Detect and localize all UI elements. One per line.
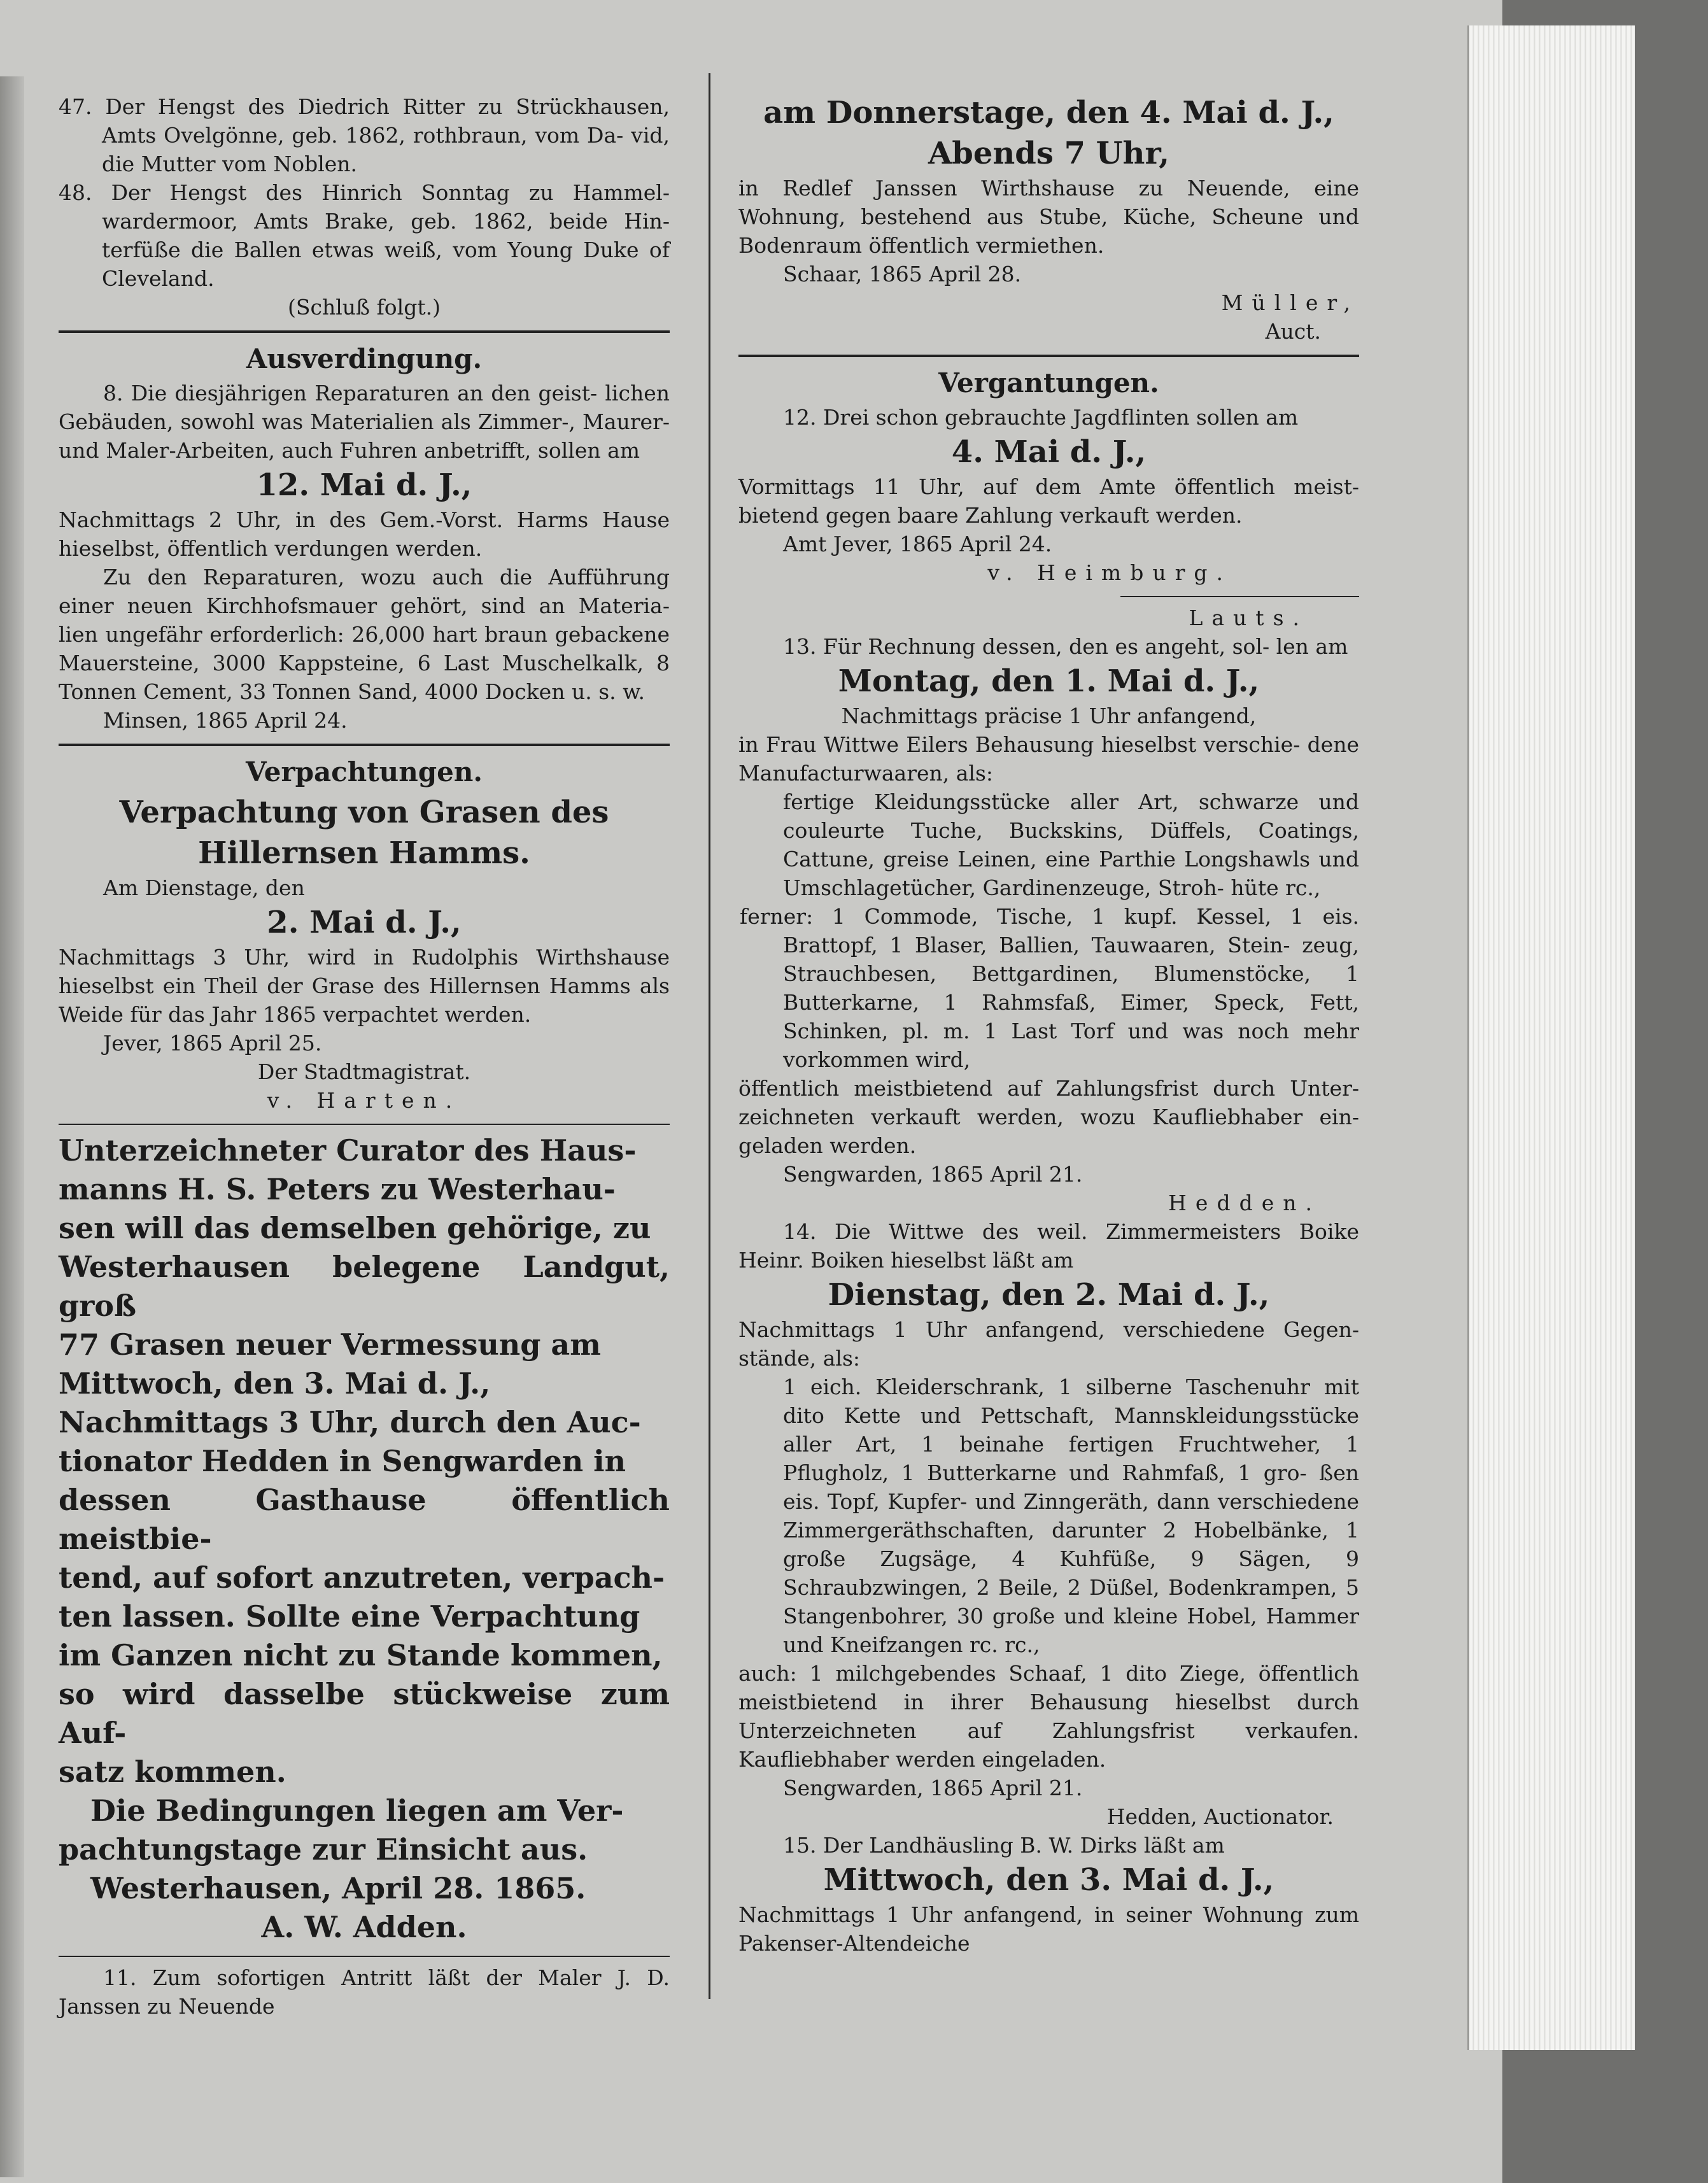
notice-12-time: Vormittags 11 Uhr, auf dem Amte öffentlich meist- bietend gegen baare Zahlung verkauft werden. <box>738 474 1359 528</box>
signature: Der Stadtmagistrat. <box>257 1059 471 1084</box>
large-notice: Unterzeichneter Curator des Haus- manns H. S. Peters zu Westerhau- sen will das demselben gehörige, zu Westerhausen belegene Landgut, groß 77 Grasen neuer Vermessung am Mittwoch, den 3. Mai d. J., Nachmittags 3 Uhr, durch den Auc- tionator Hedden in Sengwarden in dessen Gasthause öffentlich meistbie- tend, auf sofort anzutreten, verpach- ten lassen. Sollte eine Verpachtung im Ganzen nicht zu Stande kommen, so wird dasselbe stückweise zum Auf- satz kommen. Die Bedingungen liegen am Ver- pachtungstage zur Einsicht aus. Westerhausen, April 28. 1865. A. W. Adden. <box>59 1133 670 1944</box>
section-rule <box>59 330 670 333</box>
continued-note: (Schluß folgt.) <box>288 295 441 320</box>
signature-name: Hedden, Auctionator. <box>1106 1804 1334 1829</box>
place-date: Minsen, 1865 April 24. <box>103 708 348 733</box>
place-date: Sengwarden, 1865 April 21. <box>783 1776 1083 1800</box>
notice-14-text: 14. Die Wittwe des weil. Zimmermeisters Boike Heinr. Boiken hieselbst läßt am <box>738 1219 1359 1273</box>
signature-title: Auct. <box>1265 319 1321 344</box>
notice-text: in Redlef Janssen Wirthshause zu Neuende, eine Wohnung, bestehend aus Stube, Küche, Scheune und Bodenraum öffentlich vermiethen. <box>738 176 1359 258</box>
notice-8-text: 8. Die diesjährigen Reparaturen an den geist- lichen Gebäuden, sowohl was Materialien als Zimmer-, Maurer- und Maler-Arbeiten, auch Fuhren anbetrifft, sollen am <box>59 381 670 463</box>
right-column <box>738 92 1359 1958</box>
notice-8-materials: Zu den Reparaturen, wozu auch die Aufführung einer neuen Kirchhofsmauer gehört, sind an Materia- lien ungefähr erforderlich: 26,000 hart braun gebackene Mauersteine, 3000 Kappsteine, 6 Last Muschelkalk, 8 Tonnen Cement, 33 Tonnen Sand, 4000 Docken u. s. w. <box>59 565 670 704</box>
notice-title: Verpachtung von Grasen des <box>119 795 609 830</box>
section-rule <box>59 744 670 746</box>
date-headline: Montag, den 1. Mai d. J., <box>838 663 1260 699</box>
column-divider <box>709 73 710 1999</box>
section-heading-ausverdingung: Ausverdingung. <box>246 343 483 374</box>
section-heading-verpachtungen: Verpachtungen. <box>246 756 483 788</box>
notice-text: in Frau Wittwe Eilers Behausung hieselbst verschie- dene Manufacturwaaren, als: <box>738 732 1359 786</box>
place-date: Amt Jever, 1865 April 24. <box>783 532 1052 556</box>
time-headline: Abends 7 Uhr, <box>928 136 1169 171</box>
signature-name: Lauts. <box>1189 605 1308 630</box>
date-headline: Dienstag, den 2. Mai d. J., <box>828 1277 1270 1313</box>
date-headline: 12. Mai d. J., <box>256 467 472 503</box>
date-headline: 4. Mai d. J., <box>951 434 1147 470</box>
notice-11: 11. Zum sofortigen Antritt läßt der Maler J. D. Janssen zu Neuende <box>59 1965 670 2019</box>
notice-13-text: 13. Für Rechnung dessen, den es angeht, sol- len am <box>783 634 1348 659</box>
book-page-edges <box>1467 25 1635 2050</box>
signature-name: v. Heimburg. <box>987 560 1232 585</box>
signature-name: Hedden. <box>1168 1190 1321 1215</box>
notice-text: öffentlich meistbietend auf Zahlungsfrist durch Unter- zeichneten verkauft werden, wozu Kaufliebhaber ein- geladen werden. <box>738 1076 1359 1158</box>
date-headline: Mittwoch, den 3. Mai d. J., <box>823 1862 1274 1898</box>
notice-text: auch: 1 milchgebendes Schaaf, 1 dito Ziege, öffentlich meistbietend in ihrer Behausung hieselbst durch Unterzeichneten auf Zahlungsfrist verkaufen. Kaufliebhaber werden eingeladen. <box>738 1661 1359 1772</box>
signature-rule <box>1120 596 1359 597</box>
notice-text: Nachmittags 1 Uhr anfangend, in seiner Wohnung zum Pakenser-Altendeiche <box>738 1902 1359 1956</box>
goods-list: 1 eich. Kleiderschrank, 1 silberne Taschenuhr mit dito Kette und Pettschaft, Mannskleidungsstücke aller Art, 1 beinahe fertigen Fruchtweher, 1 Pflugholz, 1 Butterkarne und Rahmfaß, 1 gro- ßen eis. Topf, Kupfer- und Zinngeräth, dann verschiedene Zimmergeräthschaften, darunter 2 Hobelbänke, 1 große Zugsäge, 4 Kuhfüße, 9 Sägen, 9 Schraubzwingen, 2 Beile, 2 Düßel, Bodenkrampen, 5 Stangenbohrer, 30 große und kleine Hobel, Hammer und Kneifzangen rc. rc., <box>783 1374 1359 1657</box>
goods-list: fertige Kleidungsstücke aller Art, schwarze und couleurte Tuche, Buckskins, Düffels, Coatings, Cattune, greise Leinen, eine Parthie Longshawls und Umschlagetücher, Gardinenzeuge, Stroh- hüte rc., <box>783 789 1359 900</box>
section-heading-vergantungen: Vergantungen. <box>938 367 1159 399</box>
place-date: Schaar, 1865 April 28. <box>783 262 1022 286</box>
notice-8-time: Nachmittags 2 Uhr, in des Gem.-Vorst. Harms Hause hieselbst, öffentlich verdungen werden. <box>59 507 670 561</box>
item-47: 47. Der Hengst des Diedrich Ritter zu Strückhausen, Amts Ovelgönne, geb. 1862, rothbraun, vom Da- vid, die Mutter vom Noblen. <box>59 94 670 176</box>
left-column <box>59 92 670 2021</box>
notice-text: Nachmittags 1 Uhr anfangend, verschiedene Gegen- stände, als: <box>738 1317 1359 1371</box>
notice-intro: Am Dienstage, den <box>103 875 305 900</box>
section-rule <box>59 1956 670 1957</box>
section-rule <box>59 1124 670 1125</box>
place-date: Jever, 1865 April 25. <box>103 1031 322 1056</box>
date-headline: 2. Mai d. J., <box>267 905 462 940</box>
notice-time: Nachmittags präcise 1 Uhr anfangend, <box>841 703 1257 728</box>
item-48: 48. Der Hengst des Hinrich Sonntag zu Hammel- wardermoor, Amts Brake, geb. 1862, beide Hin- terfüße die Ballen etwas weiß, vom Young Duke of Cleveland. <box>59 180 670 291</box>
place-date: Sengwarden, 1865 April 21. <box>783 1162 1083 1187</box>
notice-12-text: 12. Drei schon gebrauchte Jagdflinten sollen am <box>783 405 1299 430</box>
signature-name: v. Harten. <box>267 1088 462 1113</box>
notice-title: Hillernsen Hamms. <box>198 835 530 871</box>
page-gutter-shadow <box>0 76 24 2177</box>
goods-list-more: ferner: 1 Commode, Tische, 1 kupf. Kessel, 1 eis. Brattopf, 1 Blaser, Ballien, Tauwaaren, Stein- zeug, Strauchbesen, Bettgardinen, Blumenstöcke, 1 Butterkarne, 1 Rahmsfaß, Eimer, Speck, Fett, Schinken, pl. m. 1 Last Torf und was noch mehr vorkommen wird, <box>740 904 1360 1072</box>
section-rule <box>738 355 1359 357</box>
date-headline: am Donnerstage, den 4. Mai d. J., <box>763 95 1334 131</box>
notice-15-text: 15. Der Landhäusling B. W. Dirks läßt am <box>783 1833 1225 1858</box>
signature-name: Müller, <box>1221 290 1359 315</box>
notice-text: Nachmittags 3 Uhr, wird in Rudolphis Wirthshause hieselbst ein Theil der Grase des Hillernsen Hamms als Weide für das Jahr 1865 verpachtet werden. <box>59 945 670 1027</box>
